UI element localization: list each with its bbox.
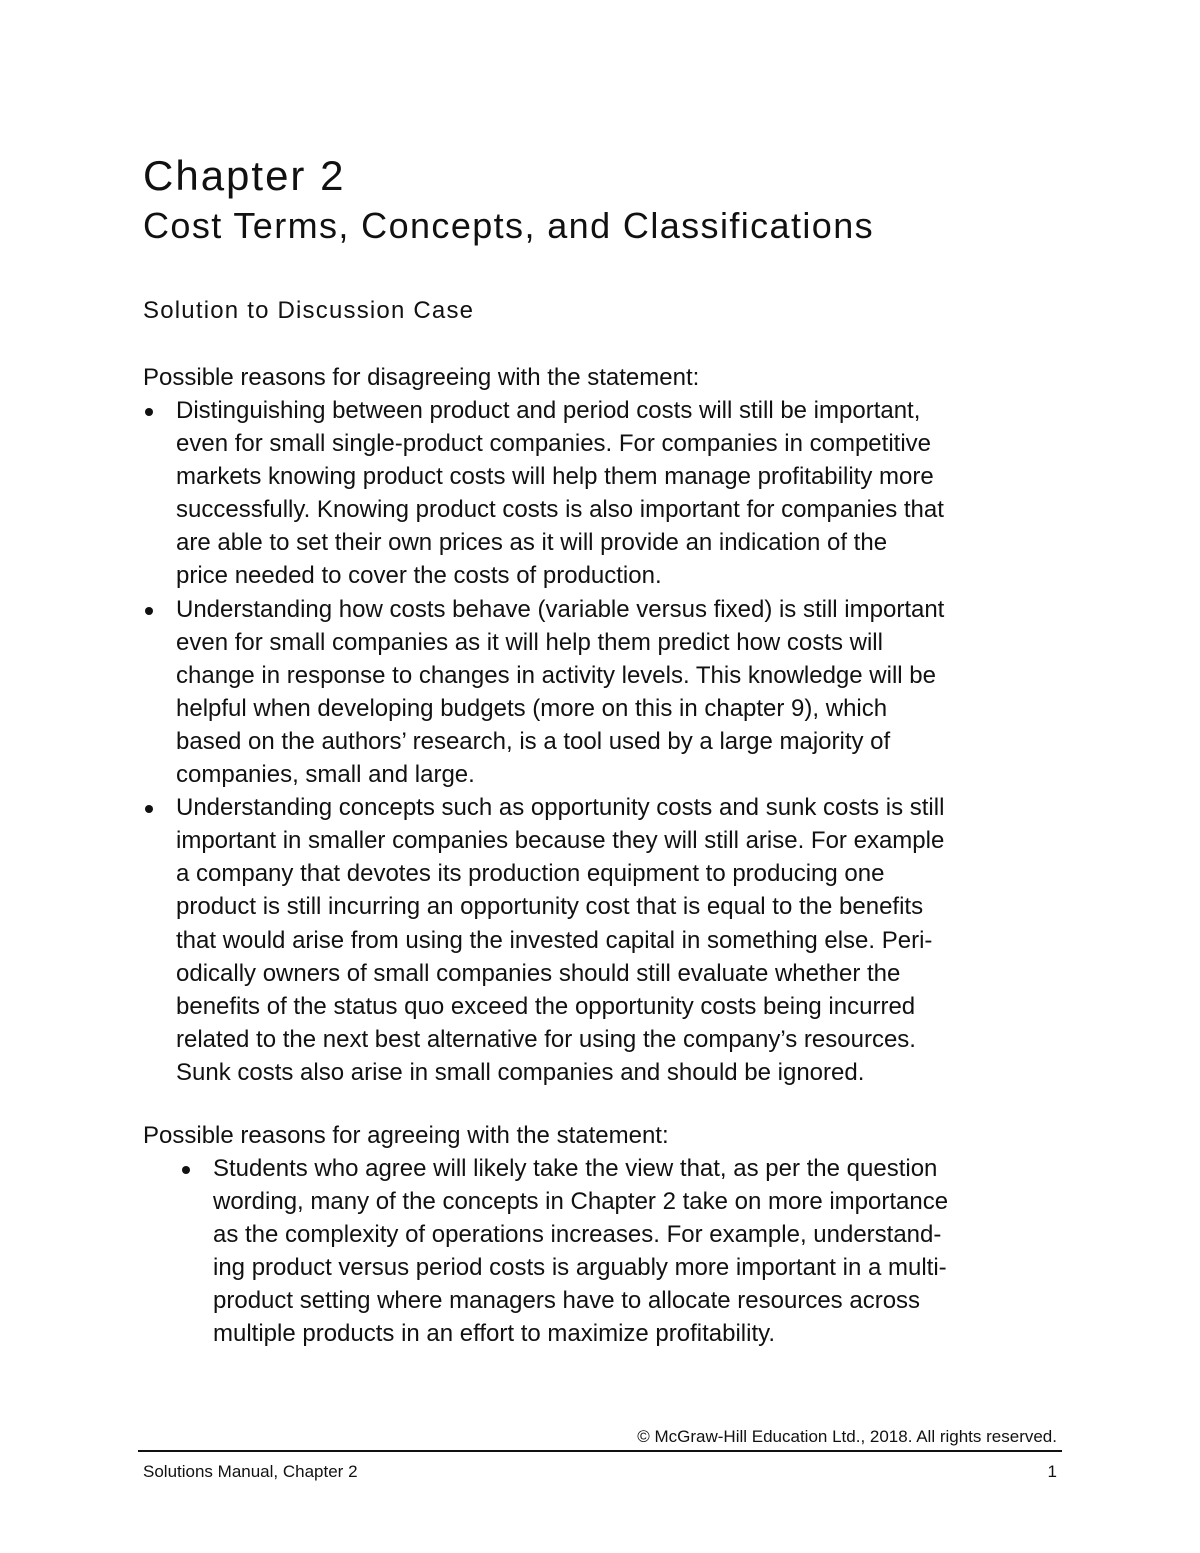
- bullet-text: [176, 791, 1043, 1089]
- text-line: change in response to changes in activity levels. This knowledge will be: [176, 661, 936, 689]
- footer-divider: [138, 1450, 1062, 1452]
- list-item: [143, 593, 1043, 792]
- text-line: Students who agree will likely take the view that, as per the question: [213, 1155, 938, 1182]
- text-line: product is still incurring an opportunity cost that is equal to the benefits: [176, 893, 924, 921]
- text-line: product setting where managers have to allocate resources across: [213, 1287, 921, 1315]
- text-line: Sunk costs also arise in small companies and should be ignored.: [176, 1058, 865, 1086]
- page-number: 1: [1047, 1462, 1057, 1481]
- text-line: even for small companies as it will help them predict how costs will: [176, 628, 883, 656]
- text-line: Understanding concepts such as opportunity costs and sunk costs is still: [176, 794, 945, 822]
- text-line: helpful when developing budgets (more on this in chapter 9), which: [176, 694, 888, 722]
- text-line: important in smaller companies because they will still arise. For example: [176, 827, 945, 855]
- agree-lead: Possible reasons for agreeing with the statement:: [143, 1122, 669, 1149]
- text-line: ing product versus period costs is arguably more important in a multi-: [213, 1254, 947, 1282]
- bullet-icon: [145, 408, 153, 416]
- text-line: companies, small and large.: [176, 761, 475, 789]
- disagree-lead: Possible reasons for disagreeing with the statement:: [143, 364, 700, 391]
- disagree-bullet-list: [143, 394, 1043, 1089]
- text-line: are able to set their own prices as it will provide an indication of the: [176, 529, 888, 557]
- text-line: a company that devotes its production equipment to producing one: [176, 860, 885, 888]
- bullet-text: [176, 593, 1043, 792]
- chapter-title: Cost Terms, Concepts, and Classifications: [143, 205, 875, 246]
- text-line: as the complexity of operations increases. For example, understand-: [213, 1221, 942, 1249]
- text-line: related to the next best alternative for using the company’s resources.: [176, 1025, 916, 1053]
- list-item: [143, 791, 1043, 1089]
- text-line: markets knowing product costs will help them manage profitability more: [176, 463, 934, 491]
- bullet-icon: [145, 805, 153, 813]
- list-item: [143, 394, 1043, 593]
- bullet-text: [213, 1152, 1080, 1351]
- text-line: Distinguishing between product and period costs will still be important,: [176, 397, 921, 424]
- text-line: odically owners of small companies should still evaluate whether the: [176, 959, 901, 987]
- text-line: based on the authors’ research, is a tool used by a large majority of: [176, 727, 891, 755]
- list-item: [180, 1152, 1080, 1351]
- text-line: that would arise from using the invested capital in something else. Peri-: [176, 926, 933, 954]
- text-line: benefits of the status quo exceed the opportunity costs being incurred: [176, 992, 916, 1020]
- bullet-icon: [182, 1166, 190, 1174]
- footer-manual-label: Solutions Manual, Chapter 2: [143, 1462, 358, 1481]
- bullet-icon: [145, 607, 153, 615]
- text-line: wording, many of the concepts in Chapter 2 take on more importance: [213, 1188, 949, 1216]
- text-line: price needed to cover the costs of production.: [176, 562, 662, 590]
- chapter-number: Chapter 2: [143, 152, 346, 199]
- text-line: successfully. Knowing product costs is also important for companies that: [176, 496, 944, 524]
- text-line: Understanding how costs behave (variable versus fixed) is still important: [176, 595, 945, 623]
- text-line: even for small single-product companies. For companies in competitive: [176, 430, 932, 458]
- text-line: multiple products in an effort to maximize profitability.: [213, 1320, 776, 1348]
- copyright-notice: © McGraw-Hill Education Ltd., 2018. All rights reserved.: [637, 1427, 1057, 1446]
- bullet-text: [176, 394, 1043, 593]
- section-heading: Solution to Discussion Case: [143, 297, 475, 324]
- agree-bullet-list: [180, 1152, 1080, 1351]
